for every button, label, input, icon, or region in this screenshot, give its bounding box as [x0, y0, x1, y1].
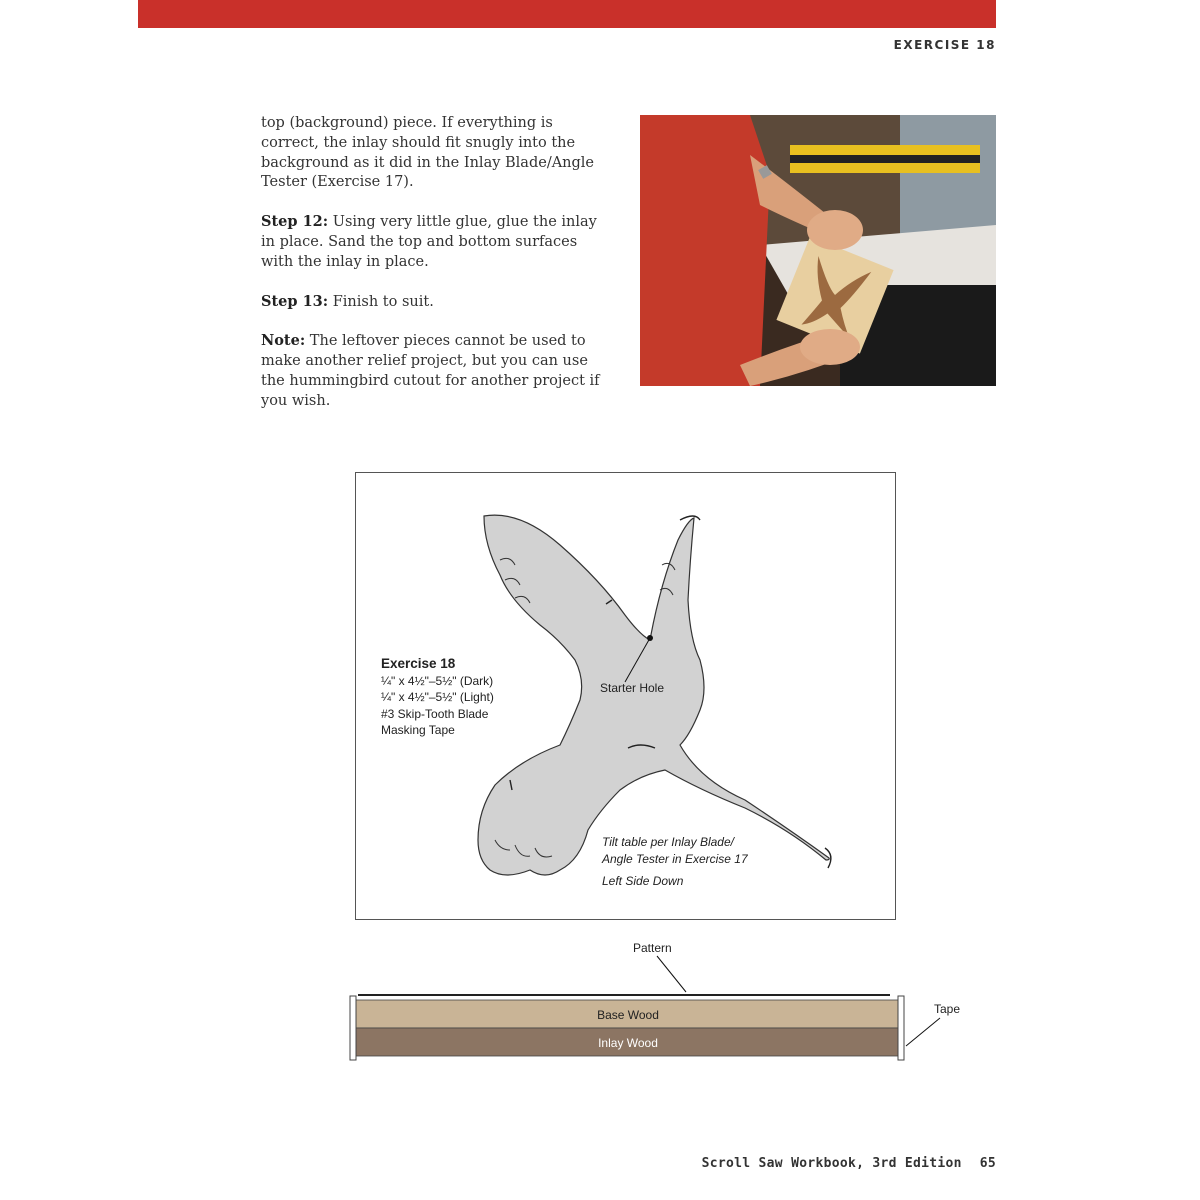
exercise-header: EXERCISE 18: [893, 38, 996, 52]
step-13-label: Step 13:: [261, 292, 329, 310]
step-12-text: Using very little glue, glue the inlay in place. Sand the top and bottom surfaces with the inlay in place.: [261, 214, 597, 270]
tape-label: Tape: [934, 1002, 961, 1016]
tilt-note-line2: Angle Tester in Exercise 17: [602, 852, 748, 866]
material-2: ¼" x 4½"–5½" (Light): [381, 690, 494, 704]
note-text: The leftover pieces cannot be used to make another relief project, but you can use the hummingbird cutout for another project if you wish.: [261, 333, 600, 409]
tilt-note-line3: Left Side Down: [602, 874, 684, 888]
material-4: Masking Tape: [381, 723, 455, 737]
material-3: #3 Skip-Tooth Blade: [381, 706, 489, 721]
tape-right: [898, 996, 904, 1060]
step-12-label: Step 12:: [261, 213, 329, 231]
tilt-note-line1: Tilt table per Inlay Blade/: [602, 835, 734, 849]
book-title: Scroll Saw Workbook, 3rd Edition: [701, 1156, 962, 1171]
pattern-info: [381, 656, 494, 739]
inlay-wood-label: Inlay Wood: [598, 1036, 658, 1050]
page-footer: [702, 1156, 996, 1171]
starter-hole-label: Starter Hole: [600, 681, 665, 695]
tape-left: [350, 996, 356, 1060]
note-label: Note:: [261, 332, 306, 350]
pattern-title: Exercise 18: [381, 656, 456, 671]
page-number: 65: [979, 1156, 996, 1171]
material-1: ¼" x 4½"–5½" (Dark): [381, 673, 494, 688]
base-wood-label: Base Wood: [597, 1008, 659, 1022]
intro-paragraph: top (background) piece. If everything is correct, the inlay should fit snugly into the background as it did in the Inlay Blade/Angle Tester (Exercise 17).: [261, 115, 595, 191]
pattern-label: Pattern: [633, 941, 672, 955]
hummingbird-shape: [478, 515, 829, 875]
step-13-text: Finish to suit.: [328, 293, 434, 310]
